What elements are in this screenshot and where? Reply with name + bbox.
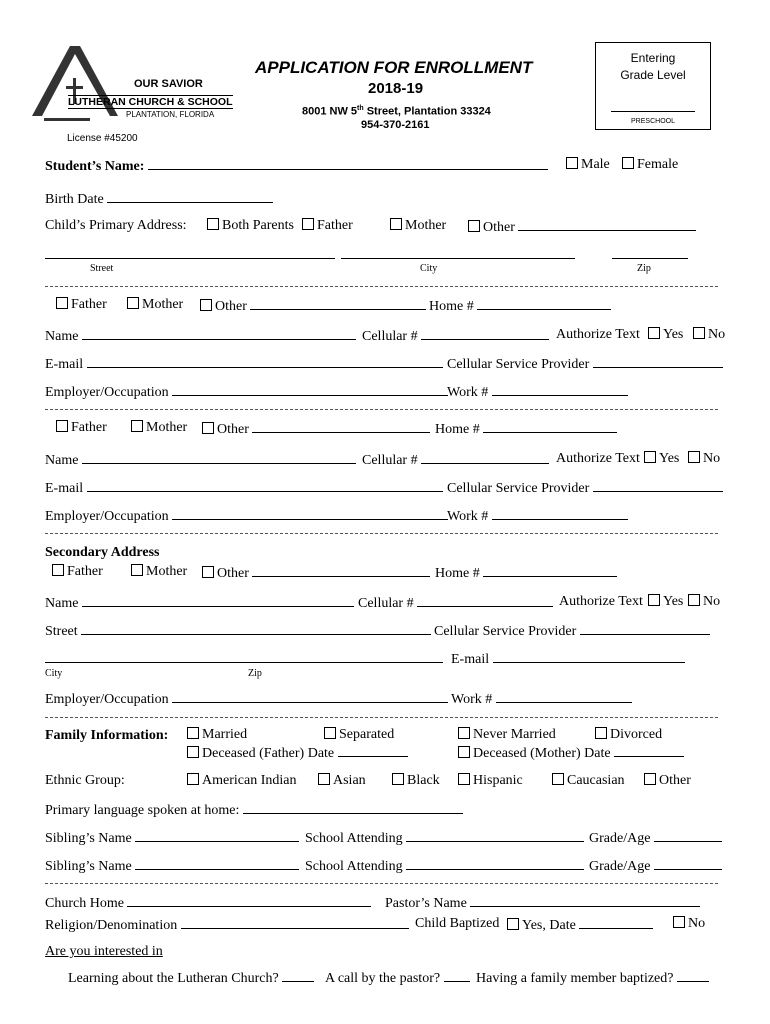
parent1-employer-label: Employer/Occupation	[45, 385, 169, 400]
parent2-provider-label: Cellular Service Provider	[447, 481, 590, 496]
hispanic-label: Hispanic	[473, 773, 523, 788]
parent1-work-label: Work #	[447, 385, 489, 400]
interest-q3-row	[476, 969, 709, 987]
deceased-father-label: Deceased (Father) Date	[202, 746, 335, 761]
parent2-authorize-label: Authorize Text	[556, 451, 640, 466]
deceased-mother-label: Deceased (Mother) Date	[473, 746, 611, 761]
sibling2-name-row	[45, 857, 299, 875]
parent1-cell-field[interactable]	[421, 327, 549, 340]
parent1-cell-row	[362, 327, 549, 345]
parent1-email-row	[45, 355, 443, 373]
ethnic-other[interactable]	[644, 773, 691, 789]
parent2-other-label: Other	[217, 422, 249, 437]
grade-box-note: PRESCHOOL	[631, 118, 675, 125]
grade-box-line-1: Entering	[630, 51, 676, 65]
deceased-mother-checkbox[interactable]	[458, 746, 470, 758]
parent1-home-field[interactable]	[477, 297, 611, 310]
parent2-employer-label: Employer/Occupation	[45, 509, 169, 524]
street-caption: Street	[90, 263, 114, 274]
church-home-label: Church Home	[45, 896, 124, 911]
married-label: Married	[202, 727, 248, 742]
parent2-mother-label: Mother	[146, 420, 188, 435]
secondary-yes-label: Yes	[663, 594, 684, 609]
gender-female[interactable]	[622, 157, 678, 173]
secondary-cell-row	[358, 594, 553, 612]
primary-address-label: Child’s Primary Address:	[45, 218, 187, 233]
street-field[interactable]	[45, 252, 335, 259]
gender-male[interactable]	[566, 157, 610, 173]
secondary-name-row	[45, 594, 354, 612]
student-name-field[interactable]	[148, 157, 548, 170]
parent2-father-label: Father	[71, 420, 107, 435]
parent2-yes-label: Yes	[659, 451, 680, 466]
ethnic-other-checkbox[interactable]	[644, 773, 656, 785]
hispanic-checkbox[interactable]	[458, 773, 470, 785]
secondary-no-label: No	[703, 594, 721, 609]
birth-date-field[interactable]	[107, 190, 273, 203]
school-phone: 954-370-2161	[361, 119, 430, 131]
parent2-work-field[interactable]	[492, 507, 628, 520]
secondary-provider-field[interactable]	[580, 622, 710, 635]
parent1-other-field[interactable]	[250, 297, 426, 310]
interest-q1-row	[68, 969, 314, 987]
divider-3	[45, 533, 718, 534]
ethnic-black[interactable]	[392, 773, 440, 789]
parent1-no-option[interactable]	[693, 327, 725, 343]
secondary-home-label: Home #	[435, 566, 480, 581]
language-field[interactable]	[243, 801, 463, 814]
city-caption: City	[420, 263, 438, 274]
religion-field[interactable]	[181, 916, 409, 929]
parent1-email-label: E-mail	[45, 357, 84, 372]
deceased-mother-option[interactable]	[458, 744, 684, 762]
secondary-cell-field[interactable]	[417, 594, 553, 607]
sibling2-school-label: School Attending	[305, 859, 403, 874]
parent2-mother-option[interactable]	[131, 420, 187, 436]
secondary-email-row	[451, 650, 685, 668]
license-number: License #45200	[67, 133, 138, 144]
secondary-other-field[interactable]	[252, 564, 430, 577]
sibling2-grade-label: Grade/Age	[589, 859, 651, 874]
parent1-other-label: Other	[215, 299, 247, 314]
parent1-email-field[interactable]	[87, 355, 443, 368]
pastor-name-label: Pastor’s Name	[385, 896, 467, 911]
parent2-home-label: Home #	[435, 422, 480, 437]
parent2-name-row	[45, 451, 356, 469]
secondary-father-option[interactable]	[52, 564, 103, 580]
baptized-no-checkbox[interactable]	[673, 916, 685, 928]
address-mother-label: Mother	[405, 218, 447, 233]
parent2-no-label: No	[703, 451, 721, 466]
parent1-home-row	[429, 297, 611, 315]
logo-line-3: PLANTATION, FLORIDA	[126, 110, 215, 119]
parent1-provider-field[interactable]	[593, 355, 723, 368]
pastor-name-field[interactable]	[470, 894, 700, 907]
interest-q3-label: Having a family member baptized?	[476, 971, 674, 986]
secondary-zip-caption: Zip	[248, 668, 262, 679]
never-married-option[interactable]	[458, 727, 556, 743]
baptism-date-field[interactable]	[579, 916, 653, 929]
address-pre: 8001 NW 5	[302, 105, 358, 118]
parent1-authorize-label: Authorize Text	[556, 327, 640, 342]
both-parents-option[interactable]	[207, 218, 294, 234]
parent2-home-field[interactable]	[483, 420, 617, 433]
sibling2-school-field[interactable]	[406, 857, 584, 870]
divider-2	[45, 409, 718, 410]
separated-label: Separated	[339, 727, 395, 742]
address-father-checkbox[interactable]	[302, 218, 314, 230]
both-parents-label: Both Parents	[222, 218, 294, 233]
secondary-cell-label: Cellular #	[358, 596, 414, 611]
american-indian-checkbox[interactable]	[187, 773, 199, 785]
parent1-name-row	[45, 327, 356, 345]
parent1-other-option[interactable]	[200, 297, 426, 315]
interest-q2-label: A call by the pastor?	[325, 971, 441, 986]
secondary-email-field[interactable]	[493, 650, 685, 663]
parent2-home-row	[435, 420, 617, 438]
parent2-work-row	[447, 507, 628, 525]
asian-label: Asian	[333, 773, 366, 788]
parent2-provider-row	[447, 479, 723, 497]
deceased-father-option[interactable]	[187, 744, 408, 762]
parent2-other-field[interactable]	[252, 420, 430, 433]
divorced-option[interactable]	[595, 727, 662, 743]
parent2-name-label: Name	[45, 453, 79, 468]
religion-label: Religion/Denomination	[45, 918, 178, 933]
interest-title: Are you interested in	[45, 944, 163, 959]
parent2-cell-row	[362, 451, 549, 469]
secondary-employer-label: Employer/Occupation	[45, 692, 169, 707]
sibling1-grade-row	[589, 829, 722, 847]
address-other-field[interactable]	[518, 218, 696, 231]
church-home-row	[45, 894, 371, 912]
parent1-no-label: No	[708, 327, 726, 342]
female-label: Female	[637, 157, 679, 172]
parent2-provider-field[interactable]	[593, 479, 723, 492]
parent1-no-checkbox[interactable]	[693, 327, 705, 339]
parent1-work-row	[447, 383, 628, 401]
baptized-label: Child Baptized	[415, 916, 500, 931]
address-other-option[interactable]	[468, 218, 696, 236]
secondary-no-option[interactable]	[688, 594, 720, 610]
secondary-yes-checkbox[interactable]	[648, 594, 660, 606]
black-checkbox[interactable]	[392, 773, 404, 785]
interest-q1-label: Learning about the Lutheran Church?	[68, 971, 279, 986]
pastor-name-row	[385, 894, 700, 912]
school-year: 2018-19	[368, 80, 424, 97]
parent1-father-checkbox[interactable]	[56, 297, 68, 309]
secondary-other-option[interactable]	[202, 564, 430, 582]
secondary-other-label: Other	[217, 566, 249, 581]
secondary-mother-option[interactable]	[131, 564, 187, 580]
parent2-father-checkbox[interactable]	[56, 420, 68, 432]
parent2-yes-checkbox[interactable]	[644, 451, 656, 463]
parent2-no-option[interactable]	[688, 451, 720, 467]
interest-q3-field[interactable]	[677, 969, 709, 982]
secondary-street-label: Street	[45, 624, 78, 639]
secondary-city-zip-field[interactable]	[45, 650, 443, 663]
form-title: APPLICATION FOR ENROLLMENT	[255, 58, 533, 77]
parent1-yes-label: Yes	[663, 327, 684, 342]
parent1-mother-checkbox[interactable]	[127, 297, 139, 309]
student-name-label: Student’s Name:	[45, 159, 145, 174]
parent1-father-label: Father	[71, 297, 107, 312]
parent2-email-field[interactable]	[87, 479, 443, 492]
parent1-father-option[interactable]	[56, 297, 107, 313]
parent1-yes-checkbox[interactable]	[648, 327, 660, 339]
address-other-label: Other	[483, 220, 515, 235]
deceased-mother-date-field[interactable]	[614, 744, 684, 757]
interest-q2-field[interactable]	[444, 969, 470, 982]
separated-checkbox[interactable]	[324, 727, 336, 739]
interest-q2-row	[325, 969, 470, 987]
married-checkbox[interactable]	[187, 727, 199, 739]
parent1-provider-row	[447, 355, 723, 373]
separated-option[interactable]	[324, 727, 394, 743]
parent2-cell-label: Cellular #	[362, 453, 418, 468]
grade-box-line-2: Grade Level	[620, 68, 686, 82]
parent1-work-field[interactable]	[492, 383, 628, 396]
secondary-provider-label: Cellular Service Provider	[434, 624, 577, 639]
sibling2-grade-row	[589, 857, 722, 875]
address-post: Street, Plantation 33324	[363, 105, 491, 118]
deceased-father-date-field[interactable]	[338, 744, 408, 757]
secondary-street-field[interactable]	[81, 622, 431, 635]
secondary-father-checkbox[interactable]	[52, 564, 64, 576]
baptized-no-option[interactable]	[673, 916, 705, 932]
baptized-yes-label: Yes, Date	[522, 918, 576, 933]
parent2-name-field[interactable]	[82, 451, 356, 464]
parent2-mother-checkbox[interactable]	[131, 420, 143, 432]
secondary-employer-field[interactable]	[172, 690, 448, 703]
language-row	[45, 801, 463, 819]
secondary-email-label: E-mail	[451, 652, 490, 667]
parent2-no-checkbox[interactable]	[688, 451, 700, 463]
parent2-father-option[interactable]	[56, 420, 107, 436]
secondary-provider-row	[434, 622, 710, 640]
zip-field[interactable]	[612, 252, 688, 259]
male-label: Male	[581, 157, 610, 172]
baptized-yes-option[interactable]	[507, 916, 653, 934]
ethnic-american-indian[interactable]	[187, 773, 296, 789]
school-logo	[30, 44, 233, 122]
grade-level-box	[595, 42, 711, 130]
sibling1-school-label: School Attending	[305, 831, 403, 846]
family-info-label: Family Information:	[45, 728, 169, 743]
address-mother-checkbox[interactable]	[390, 218, 402, 230]
caucasian-label: Caucasian	[567, 773, 625, 788]
parent1-name-field[interactable]	[82, 327, 356, 340]
secondary-city-caption: City	[45, 668, 63, 679]
logo-line-2: LUTHERAN CHURCH & SCHOOL	[68, 96, 233, 108]
both-parents-checkbox[interactable]	[207, 218, 219, 230]
grade-level-field[interactable]	[611, 103, 695, 112]
secondary-address-title: Secondary Address	[45, 545, 160, 560]
parent1-name-label: Name	[45, 329, 79, 344]
parent2-other-checkbox[interactable]	[202, 422, 214, 434]
secondary-no-checkbox[interactable]	[688, 594, 700, 606]
ethnic-group-label: Ethnic Group:	[45, 773, 125, 788]
secondary-work-field[interactable]	[496, 690, 632, 703]
sibling1-grade-field[interactable]	[654, 829, 722, 842]
deceased-father-checkbox[interactable]	[187, 746, 199, 758]
parent1-home-label: Home #	[429, 299, 474, 314]
secondary-name-field[interactable]	[82, 594, 354, 607]
parent2-email-label: E-mail	[45, 481, 84, 496]
language-label: Primary language spoken at home:	[45, 803, 240, 818]
secondary-other-checkbox[interactable]	[202, 566, 214, 578]
parent1-other-checkbox[interactable]	[200, 299, 212, 311]
sibling1-name-label: Sibling’s Name	[45, 831, 132, 846]
city-field[interactable]	[341, 252, 575, 259]
secondary-yes-option[interactable]	[648, 594, 683, 610]
secondary-home-field[interactable]	[483, 564, 617, 577]
never-married-label: Never Married	[473, 727, 556, 742]
baptized-no-label: No	[688, 916, 706, 931]
sibling2-school-row	[305, 857, 584, 875]
address-mother-option[interactable]	[390, 218, 446, 234]
parent1-yes-option[interactable]	[648, 327, 683, 343]
american-indian-label: American Indian	[202, 773, 297, 788]
parent1-employer-field[interactable]	[172, 383, 448, 396]
birth-date-row	[45, 190, 273, 208]
parent2-yes-option[interactable]	[644, 451, 679, 467]
parent2-other-option[interactable]	[202, 420, 430, 438]
interest-q1-field[interactable]	[282, 969, 314, 982]
parent2-email-row	[45, 479, 443, 497]
sibling1-name-row	[45, 829, 299, 847]
sibling1-school-row	[305, 829, 584, 847]
secondary-home-row	[435, 564, 617, 582]
sibling2-grade-field[interactable]	[654, 857, 722, 870]
caucasian-checkbox[interactable]	[552, 773, 564, 785]
parent1-employer-row	[45, 383, 448, 401]
secondary-mother-checkbox[interactable]	[131, 564, 143, 576]
sibling1-grade-label: Grade/Age	[589, 831, 651, 846]
sibling2-name-label: Sibling’s Name	[45, 859, 132, 874]
parent2-work-label: Work #	[447, 509, 489, 524]
student-name-row	[45, 157, 548, 175]
divider-5	[45, 883, 718, 884]
ethnic-caucasian[interactable]	[552, 773, 625, 789]
religion-row	[45, 916, 409, 934]
parent1-mother-label: Mother	[142, 297, 184, 312]
sibling1-school-field[interactable]	[406, 829, 584, 842]
parent2-employer-row	[45, 507, 448, 525]
divider-1	[45, 286, 718, 287]
secondary-authorize-label: Authorize Text	[559, 594, 643, 609]
divorced-checkbox[interactable]	[595, 727, 607, 739]
ethnic-other-label: Other	[659, 773, 691, 788]
address-sup: th	[357, 105, 364, 112]
sibling2-name-field[interactable]	[135, 857, 299, 870]
secondary-work-label: Work #	[451, 692, 493, 707]
black-label: Black	[407, 773, 440, 788]
married-option[interactable]	[187, 727, 247, 743]
logo-line-1: OUR SAVIOR	[134, 78, 203, 90]
divorced-label: Divorced	[610, 727, 663, 742]
parent2-cell-field[interactable]	[421, 451, 549, 464]
address-father-label: Father	[317, 218, 353, 233]
address-father-option[interactable]	[302, 218, 353, 234]
ethnic-hispanic[interactable]	[458, 773, 523, 789]
church-steeple-icon	[30, 44, 130, 122]
secondary-street-row	[45, 622, 431, 640]
church-home-field[interactable]	[127, 894, 371, 907]
parent1-provider-label: Cellular Service Provider	[447, 357, 590, 372]
sibling1-name-field[interactable]	[135, 829, 299, 842]
parent2-employer-field[interactable]	[172, 507, 448, 520]
ethnic-asian[interactable]	[318, 773, 366, 789]
female-checkbox[interactable]	[622, 157, 634, 169]
secondary-employer-row	[45, 690, 448, 708]
parent1-cell-label: Cellular #	[362, 329, 418, 344]
never-married-checkbox[interactable]	[458, 727, 470, 739]
secondary-father-label: Father	[67, 564, 103, 579]
asian-checkbox[interactable]	[318, 773, 330, 785]
secondary-mother-label: Mother	[146, 564, 188, 579]
secondary-name-label: Name	[45, 596, 79, 611]
secondary-work-row	[451, 690, 632, 708]
baptized-yes-checkbox[interactable]	[507, 918, 519, 930]
divider-4	[45, 717, 718, 718]
parent1-mother-option[interactable]	[127, 297, 183, 313]
male-checkbox[interactable]	[566, 157, 578, 169]
birth-date-label: Birth Date	[45, 192, 104, 207]
zip-caption: Zip	[637, 263, 651, 274]
address-other-checkbox[interactable]	[468, 220, 480, 232]
